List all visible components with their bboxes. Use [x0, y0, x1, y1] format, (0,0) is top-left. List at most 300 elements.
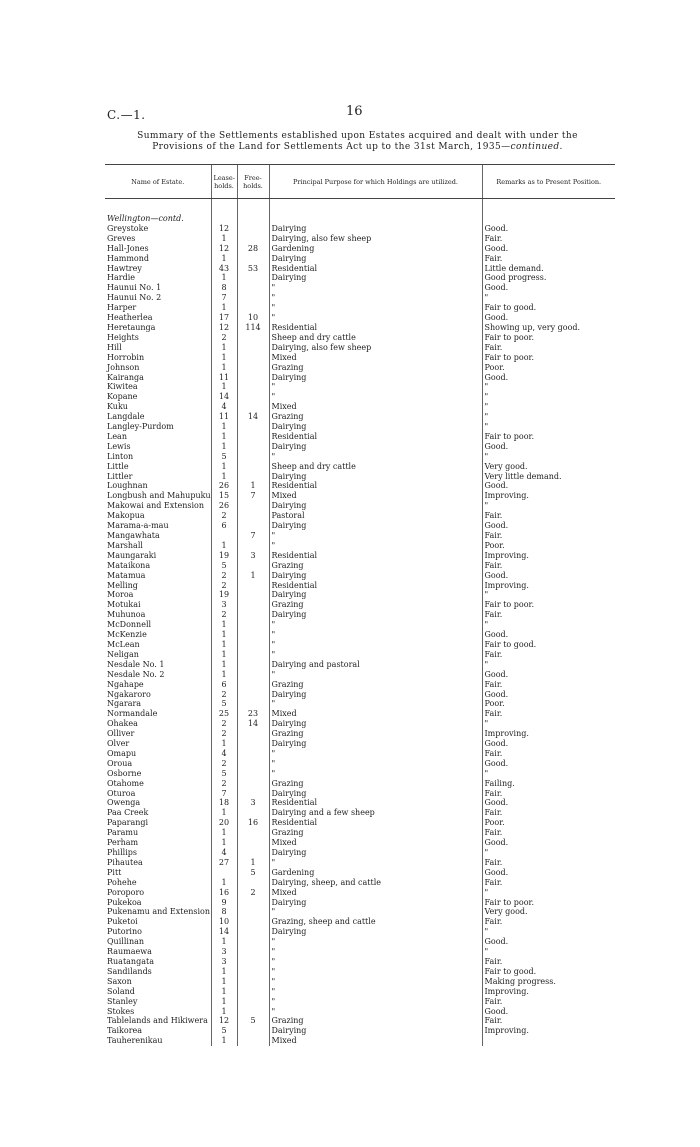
leaseholds-cell: 26 — [211, 501, 237, 511]
purpose-cell: " — [269, 303, 482, 313]
table-row — [105, 888, 615, 898]
freeholds-cell: 53 — [237, 264, 269, 274]
estate-name-cell: Lewis — [107, 441, 131, 451]
freeholds-cell — [237, 303, 269, 313]
leaseholds-cell: 16 — [211, 888, 237, 898]
leaseholds-cell: 1 — [211, 353, 237, 363]
remarks-cell: Poor. — [482, 699, 615, 709]
purpose-cell: " — [269, 977, 482, 987]
remarks-cell — [482, 1036, 615, 1046]
remarks-cell: Fair. — [482, 511, 615, 521]
purpose-cell: Sheep and dry cattle — [269, 333, 482, 343]
leaseholds-cell: 1 — [211, 432, 237, 442]
leaseholds-cell: 12 — [211, 323, 237, 333]
title-line-1: Summary of the Settlements established upon Estates acquired and dealt with under the — [137, 131, 578, 141]
remarks-cell: Fair to good. — [482, 640, 615, 650]
remarks-cell: Good. — [482, 838, 615, 848]
estate-name-cell: Stanley — [107, 996, 138, 1006]
purpose-cell: " — [269, 392, 482, 402]
estate-name-cell: Paa Creek — [107, 808, 149, 818]
purpose-cell: Mixed — [269, 838, 482, 848]
leaseholds-cell: 26 — [211, 481, 237, 491]
remarks-cell: Good. — [482, 630, 615, 640]
leaseholds-cell: 1 — [211, 254, 237, 264]
leaseholds-cell: 5 — [211, 452, 237, 462]
remarks-cell: Good. — [482, 283, 615, 293]
purpose-cell: " — [269, 630, 482, 640]
freeholds-cell: 3 — [237, 798, 269, 808]
purpose-cell: Pastoral — [269, 511, 482, 521]
freeholds-cell — [237, 917, 269, 927]
freeholds-cell — [237, 640, 269, 650]
purpose-cell: " — [269, 957, 482, 967]
freeholds-cell — [237, 501, 269, 511]
remarks-cell: Fair. — [482, 561, 615, 571]
table-row — [105, 501, 615, 511]
freeholds-cell — [237, 224, 269, 234]
table-row — [105, 828, 615, 838]
table-row — [105, 848, 615, 858]
estate-name-cell: Greves — [107, 233, 136, 243]
freeholds-cell — [237, 600, 269, 610]
leaseholds-cell: 1 — [211, 808, 237, 818]
remarks-cell: " — [482, 293, 615, 303]
remarks-cell: Good. — [482, 937, 615, 947]
remarks-cell: " — [482, 660, 615, 670]
purpose-cell: Dairying — [269, 789, 482, 799]
freeholds-cell — [237, 363, 269, 373]
freeholds-cell: 14 — [237, 412, 269, 422]
table-row — [105, 729, 615, 739]
freeholds-cell — [237, 878, 269, 888]
table-row — [105, 392, 615, 402]
section-heading: Wellington—contd. — [107, 214, 184, 223]
estate-name-cell: Quillinan — [107, 937, 145, 947]
leaseholds-cell: 1 — [211, 234, 237, 244]
purpose-cell: Residential — [269, 798, 482, 808]
column-header-freeholds: Free-holds. — [237, 165, 269, 199]
table-row — [105, 581, 615, 591]
purpose-cell: Dairying and pastoral — [269, 660, 482, 670]
purpose-cell: " — [269, 937, 482, 947]
column-header-name: Name of Estate. — [105, 165, 211, 199]
estate-name-cell: Oroua — [107, 758, 133, 768]
estate-name-cell: Normandale — [107, 709, 158, 719]
leaseholds-cell: 1 — [211, 303, 237, 313]
estate-name-cell: Heights — [107, 332, 139, 342]
remarks-cell: " — [482, 422, 615, 432]
leaseholds-cell: 1 — [211, 977, 237, 987]
remarks-cell: Fair. — [482, 828, 615, 838]
freeholds-cell: 3 — [237, 551, 269, 561]
leaseholds-cell: 1 — [211, 670, 237, 680]
leaseholds-cell: 4 — [211, 402, 237, 412]
table-row — [105, 937, 615, 947]
estate-name-cell: Maungaraki — [107, 550, 157, 560]
remarks-cell: Very good. — [482, 907, 615, 917]
remarks-cell: Showing up, very good. — [482, 323, 615, 333]
leaseholds-cell: 2 — [211, 719, 237, 729]
leaseholds-cell: 1 — [211, 343, 237, 353]
leaseholds-cell: 5 — [211, 1026, 237, 1036]
leaseholds-cell: 1 — [211, 363, 237, 373]
table-row — [105, 650, 615, 660]
leaseholds-cell: 14 — [211, 927, 237, 937]
purpose-cell: Dairying — [269, 1026, 482, 1036]
leaseholds-cell: 1 — [211, 987, 237, 997]
remarks-cell: Fair. — [482, 917, 615, 927]
purpose-cell: Grazing, sheep and cattle — [269, 917, 482, 927]
table-row — [105, 491, 615, 501]
estate-name-cell: Neligan — [107, 649, 139, 659]
freeholds-cell — [237, 838, 269, 848]
table-row — [105, 472, 615, 482]
purpose-cell: Mixed — [269, 491, 482, 501]
estate-name-cell: Heretaunga — [107, 322, 156, 332]
remarks-cell: Fair. — [482, 789, 615, 799]
table-row — [105, 769, 615, 779]
purpose-cell: Dairying — [269, 610, 482, 620]
leaseholds-cell: 2 — [211, 511, 237, 521]
purpose-cell: Grazing — [269, 412, 482, 422]
purpose-cell: Dairying — [269, 739, 482, 749]
estate-name-cell: Pukekoa — [107, 897, 142, 907]
estate-name-cell: Makopua — [107, 511, 145, 521]
table-row — [105, 957, 615, 967]
leaseholds-cell — [211, 531, 237, 541]
table-row — [105, 967, 615, 977]
table-row — [105, 481, 615, 491]
leaseholds-cell: 1 — [211, 442, 237, 452]
leaseholds-cell: 1 — [211, 462, 237, 472]
remarks-cell: Poor. — [482, 541, 615, 551]
freeholds-cell: 5 — [237, 1016, 269, 1026]
estate-name-cell: Melling — [107, 580, 138, 590]
table-row — [105, 630, 615, 640]
remarks-cell: Fair. — [482, 997, 615, 1007]
settlements-table — [105, 164, 615, 1046]
estate-name-cell: Soland — [107, 986, 135, 996]
estate-name-cell: Linton — [107, 451, 134, 461]
remarks-cell: Good progress. — [482, 273, 615, 283]
remarks-cell: Good. — [482, 690, 615, 700]
leaseholds-cell: 1 — [211, 382, 237, 392]
purpose-cell: " — [269, 670, 482, 680]
table-row — [105, 590, 615, 600]
leaseholds-cell: 1 — [211, 1007, 237, 1017]
leaseholds-cell: 2 — [211, 759, 237, 769]
remarks-cell: Good. — [482, 739, 615, 749]
purpose-cell: " — [269, 907, 482, 917]
remarks-cell: " — [482, 590, 615, 600]
remarks-cell: Fair. — [482, 531, 615, 541]
freeholds-cell — [237, 462, 269, 472]
freeholds-cell: 10 — [237, 313, 269, 323]
leaseholds-cell: 1 — [211, 967, 237, 977]
estate-name-cell: Saxon — [107, 976, 132, 986]
remarks-cell: Fair. — [482, 709, 615, 719]
remarks-cell: Fair to poor. — [482, 600, 615, 610]
section-row — [105, 214, 615, 224]
estate-name-cell: Ngakaroro — [107, 689, 151, 699]
remarks-cell: " — [482, 719, 615, 729]
table-row — [105, 373, 615, 383]
estate-name-cell: Matamua — [107, 570, 146, 580]
leaseholds-cell: 11 — [211, 412, 237, 422]
estate-name-cell: Langdale — [107, 412, 145, 422]
freeholds-cell — [237, 333, 269, 343]
page-title — [100, 131, 615, 153]
leaseholds-cell: 1 — [211, 878, 237, 888]
purpose-cell: Dairying — [269, 501, 482, 511]
estate-name-cell: Heatherlea — [107, 313, 153, 323]
estate-name-cell: Pihautea — [107, 857, 143, 867]
table-row — [105, 254, 615, 264]
table-row — [105, 759, 615, 769]
remarks-cell: Making progress. — [482, 977, 615, 987]
freeholds-cell — [237, 353, 269, 363]
column-header-remarks: Remarks as to Present Position. — [482, 165, 615, 199]
remarks-cell: Fair. — [482, 610, 615, 620]
freeholds-cell — [237, 581, 269, 591]
remarks-cell: " — [482, 769, 615, 779]
title-line-2: Provisions of the Land for Settlements Act up to the 31st March, 1935— — [152, 142, 511, 152]
purpose-cell: " — [269, 1007, 482, 1017]
purpose-cell: " — [269, 313, 482, 323]
purpose-cell: Dairying — [269, 571, 482, 581]
leaseholds-cell: 8 — [211, 907, 237, 917]
freeholds-cell — [237, 254, 269, 264]
table-row — [105, 838, 615, 848]
leaseholds-cell: 43 — [211, 264, 237, 274]
freeholds-cell — [237, 442, 269, 452]
purpose-cell: " — [269, 293, 482, 303]
estate-name-cell: Omapu — [107, 748, 137, 758]
leaseholds-cell: 5 — [211, 561, 237, 571]
table-row — [105, 323, 615, 333]
freeholds-cell: 114 — [237, 323, 269, 333]
remarks-cell: Very good. — [482, 462, 615, 472]
table-row — [105, 1026, 615, 1036]
purpose-cell: Dairying, also few sheep — [269, 234, 482, 244]
purpose-cell: Grazing — [269, 779, 482, 789]
purpose-cell: " — [269, 640, 482, 650]
table-row — [105, 818, 615, 828]
table-row — [105, 660, 615, 670]
purpose-cell: " — [269, 541, 482, 551]
estate-name-cell: Muhunoa — [107, 610, 146, 620]
estate-name-cell: Harper — [107, 303, 137, 313]
purpose-cell: " — [269, 749, 482, 759]
leaseholds-cell: 2 — [211, 729, 237, 739]
leaseholds-cell: 3 — [211, 957, 237, 967]
freeholds-cell — [237, 789, 269, 799]
purpose-cell: Grazing — [269, 363, 482, 373]
leaseholds-cell: 6 — [211, 521, 237, 531]
leaseholds-cell: 10 — [211, 917, 237, 927]
freeholds-cell: 5 — [237, 868, 269, 878]
estate-name-cell: Marshall — [107, 540, 143, 550]
table-row — [105, 878, 615, 888]
purpose-cell: Mixed — [269, 353, 482, 363]
remarks-cell: Improving. — [482, 491, 615, 501]
purpose-cell: Dairying and a few sheep — [269, 808, 482, 818]
freeholds-cell: 28 — [237, 244, 269, 254]
remarks-cell: Fair to poor. — [482, 898, 615, 908]
remarks-cell: Fair. — [482, 234, 615, 244]
leaseholds-cell: 8 — [211, 283, 237, 293]
freeholds-cell — [237, 541, 269, 551]
table-row — [105, 670, 615, 680]
freeholds-cell — [237, 660, 269, 670]
leaseholds-cell: 3 — [211, 600, 237, 610]
purpose-cell: " — [269, 858, 482, 868]
table-row — [105, 739, 615, 749]
estate-name-cell: McLean — [107, 639, 140, 649]
estate-name-cell: Hall-Jones — [107, 243, 149, 253]
leaseholds-cell: 12 — [211, 1016, 237, 1026]
remarks-cell: Fair to poor. — [482, 353, 615, 363]
estate-name-cell: Tablelands and Hikiwera — [107, 1016, 208, 1026]
leaseholds-cell: 4 — [211, 848, 237, 858]
leaseholds-cell: 2 — [211, 571, 237, 581]
freeholds-cell — [237, 521, 269, 531]
freeholds-cell — [237, 620, 269, 630]
estate-name-cell: Mangawhata — [107, 531, 160, 540]
purpose-cell: Dairying — [269, 719, 482, 729]
freeholds-cell — [237, 422, 269, 432]
remarks-cell: Good. — [482, 244, 615, 254]
remarks-cell: " — [482, 927, 615, 937]
purpose-cell: " — [269, 769, 482, 779]
freeholds-cell — [237, 1007, 269, 1017]
estate-name-cell: McKenzie — [107, 630, 147, 640]
purpose-cell: Dairying — [269, 521, 482, 531]
table-row — [105, 798, 615, 808]
estate-name-cell: Kuku — [107, 402, 128, 412]
freeholds-cell — [237, 907, 269, 917]
estate-name-cell: Longbush and Mahupuku — [107, 491, 211, 501]
leaseholds-cell: 3 — [211, 947, 237, 957]
table-row — [105, 452, 615, 462]
purpose-cell: Dairying, also few sheep — [269, 343, 482, 353]
purpose-cell: Grazing — [269, 828, 482, 838]
freeholds-cell — [237, 283, 269, 293]
table-row — [105, 680, 615, 690]
leaseholds-cell: 2 — [211, 610, 237, 620]
leaseholds-cell: 12 — [211, 244, 237, 254]
title-continued: continued. — [510, 142, 563, 152]
remarks-cell: Improving. — [482, 987, 615, 997]
remarks-cell: Good. — [482, 670, 615, 680]
estate-name-cell: Taikorea — [107, 1026, 143, 1036]
spacer-row — [105, 199, 615, 215]
table-row — [105, 571, 615, 581]
table-row — [105, 303, 615, 313]
table-row — [105, 283, 615, 293]
purpose-cell: Mixed — [269, 888, 482, 898]
leaseholds-cell: 5 — [211, 769, 237, 779]
estate-name-cell: Makowai and Extension — [107, 501, 205, 511]
leaseholds-cell: 9 — [211, 898, 237, 908]
freeholds-cell — [237, 1036, 269, 1046]
purpose-cell: " — [269, 650, 482, 660]
freeholds-cell — [237, 759, 269, 769]
table-row — [105, 412, 615, 422]
freeholds-cell — [237, 898, 269, 908]
leaseholds-cell: 14 — [211, 392, 237, 402]
purpose-cell: Sheep and dry cattle — [269, 462, 482, 472]
estate-name-cell: Pitt — [107, 867, 122, 877]
leaseholds-cell: 11 — [211, 373, 237, 383]
freeholds-cell — [237, 561, 269, 571]
table-row — [105, 224, 615, 234]
remarks-cell: Fair to poor. — [482, 432, 615, 442]
purpose-cell: " — [269, 987, 482, 997]
freeholds-cell — [237, 630, 269, 640]
estate-name-cell: Loughnan — [107, 481, 148, 491]
remarks-cell: Good. — [482, 442, 615, 452]
freeholds-cell — [237, 472, 269, 482]
table-row — [105, 858, 615, 868]
estate-name-cell: Paramu — [107, 828, 139, 838]
estate-name-cell: Mataikona — [107, 560, 151, 570]
purpose-cell: Grazing — [269, 561, 482, 571]
remarks-cell: Failing. — [482, 779, 615, 789]
remarks-cell: " — [482, 382, 615, 392]
remarks-cell: Little demand. — [482, 264, 615, 274]
freeholds-cell — [237, 293, 269, 303]
estate-name-cell: Ohakea — [107, 719, 138, 729]
estate-name-cell: Hammond — [107, 253, 150, 263]
remarks-cell: " — [482, 452, 615, 462]
estate-name-cell: Owenga — [107, 798, 141, 808]
purpose-cell: Grazing — [269, 1016, 482, 1026]
table-row — [105, 699, 615, 709]
estate-name-cell: Oturoa — [107, 788, 136, 798]
leaseholds-cell: 1 — [211, 472, 237, 482]
leaseholds-cell: 17 — [211, 313, 237, 323]
leaseholds-cell: 1 — [211, 422, 237, 432]
purpose-cell: " — [269, 967, 482, 977]
estate-name-cell: Stokes — [107, 1006, 135, 1016]
leaseholds-cell: 1 — [211, 838, 237, 848]
remarks-cell: Good. — [482, 313, 615, 323]
purpose-cell: Mixed — [269, 402, 482, 412]
freeholds-cell — [237, 987, 269, 997]
purpose-cell: Grazing — [269, 729, 482, 739]
freeholds-cell — [237, 690, 269, 700]
table-row — [105, 779, 615, 789]
purpose-cell: " — [269, 382, 482, 392]
freeholds-cell — [237, 937, 269, 947]
table-header-row — [105, 165, 615, 199]
remarks-cell: Fair to good. — [482, 303, 615, 313]
leaseholds-cell: 1 — [211, 541, 237, 551]
table-row — [105, 997, 615, 1007]
purpose-cell: " — [269, 997, 482, 1007]
freeholds-cell — [237, 739, 269, 749]
freeholds-cell: 1 — [237, 571, 269, 581]
leaseholds-cell: 1 — [211, 828, 237, 838]
purpose-cell: Dairying — [269, 927, 482, 937]
remarks-cell: Improving. — [482, 581, 615, 591]
remarks-cell: Fair. — [482, 808, 615, 818]
table-row — [105, 541, 615, 551]
estate-name-cell: Olliver — [107, 729, 135, 739]
remarks-cell: Poor. — [482, 363, 615, 373]
leaseholds-cell: 20 — [211, 818, 237, 828]
